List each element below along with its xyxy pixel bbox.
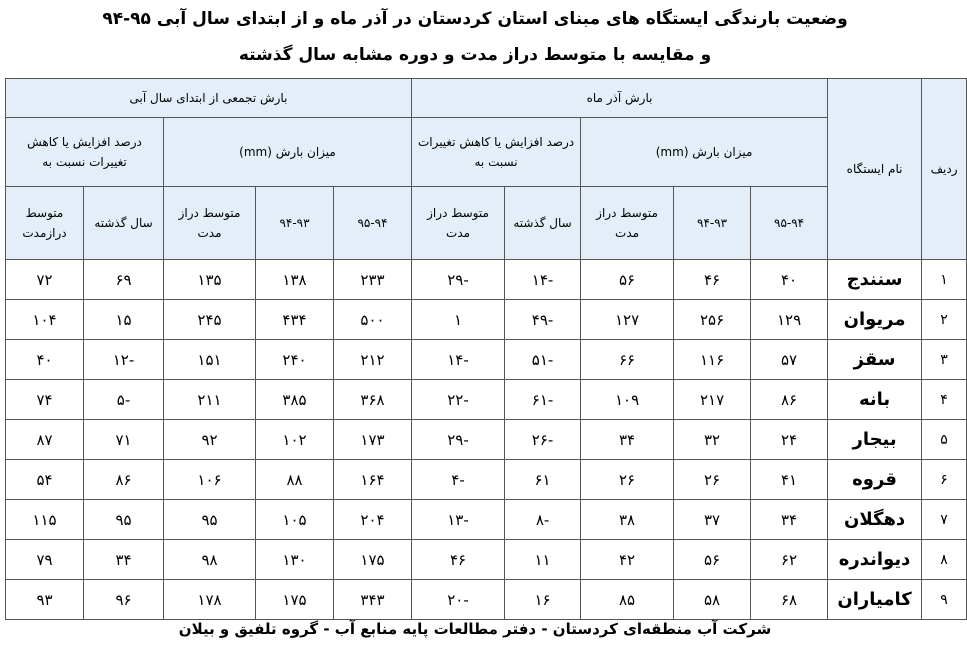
total-9495-header: ۹۵-۹۴ [334, 187, 412, 260]
row-number: ۲ [922, 300, 967, 340]
row-number: ۶ [922, 460, 967, 500]
azar-longterm-value: ۶۶ [581, 340, 674, 380]
total-9394-value: ۴۳۴ [256, 300, 334, 340]
azar-longterm-value: ۳۸ [581, 500, 674, 540]
total-9394-value: ۱۰۵ [256, 500, 334, 540]
total-lastyear-pct-value: ۹۶ [84, 580, 164, 620]
azar-lastyear-pct-value: -۴۹ [505, 300, 581, 340]
total-lastyear-pct-value: ۹۵ [84, 500, 164, 540]
azar-lastyear-pct-value: ۱۶ [505, 580, 581, 620]
azar-longterm-header: متوسط دراز مدت [581, 187, 674, 260]
total-9495-value: ۱۷۵ [334, 540, 412, 580]
total-9495-value: ۵۰۰ [334, 300, 412, 340]
total-lastyear-pct-value: -۱۲ [84, 340, 164, 380]
table-row [6, 260, 967, 300]
total-longterm-value: ۱۳۵ [164, 260, 256, 300]
total-longterm-pct-value: ۷۲ [6, 260, 84, 300]
total-lastyear-pct-value: -۵ [84, 380, 164, 420]
total-lastyear-pct-value: ۱۵ [84, 300, 164, 340]
total-longterm-value: ۹۲ [164, 420, 256, 460]
total-9495-value: ۳۴۳ [334, 580, 412, 620]
azar-longterm-pct-value: -۲۰ [412, 580, 505, 620]
azar-longterm-value: ۳۴ [581, 420, 674, 460]
azar-longterm-pct-value: -۲۹ [412, 260, 505, 300]
total-9394-header: ۹۴-۹۳ [256, 187, 334, 260]
azar-9495-value: ۱۲۹ [751, 300, 828, 340]
total-longterm-pct-header: متوسط درازمدت [6, 187, 84, 260]
total-9394-value: ۱۳۸ [256, 260, 334, 300]
azar-longterm-pct-value: -۱۴ [412, 340, 505, 380]
rainfall-table [5, 78, 967, 620]
total-9495-value: ۱۷۳ [334, 420, 412, 460]
azar-longterm-pct-value: -۱۳ [412, 500, 505, 540]
row-number: ۵ [922, 420, 967, 460]
total-9394-value: ۲۴۰ [256, 340, 334, 380]
total-longterm-pct-value: ۷۴ [6, 380, 84, 420]
azar-9495-value: ۲۴ [751, 420, 828, 460]
azar-lastyear-pct-value: ۱۱ [505, 540, 581, 580]
azar-longterm-pct-value: -۲۹ [412, 420, 505, 460]
total-longterm-pct-value: ۹۳ [6, 580, 84, 620]
azar-amount-header: میزان بارش (mm) [581, 118, 828, 187]
azar-9394-value: ۱۱۶ [674, 340, 751, 380]
row-number: ۹ [922, 580, 967, 620]
azar-9394-value: ۲۱۷ [674, 380, 751, 420]
total-longterm-value: ۲۱۱ [164, 380, 256, 420]
total-longterm-value: ۲۴۵ [164, 300, 256, 340]
page-title: وضعیت بارندگی ایستگاه های مبنای استان کردستان در آذر ماه و از ابتدای سال آبی ۹۵-۹۴ [102, 9, 848, 29]
total-longterm-value: ۱۷۸ [164, 580, 256, 620]
azar-9394-value: ۳۷ [674, 500, 751, 540]
table-row [6, 580, 967, 620]
azar-9495-header: ۹۵-۹۴ [751, 187, 828, 260]
total-9495-value: ۳۶۸ [334, 380, 412, 420]
footer-credit: شرکت آب منطقه‌ای کردستان - دفتر مطالعات پایه منابع آب - گروه تلفیق و بیلان [178, 620, 772, 638]
station-name: کامیاران [828, 580, 922, 620]
azar-lastyear-pct-value: -۲۶ [505, 420, 581, 460]
azar-longterm-pct-value: -۴ [412, 460, 505, 500]
azar-9394-header: ۹۴-۹۳ [674, 187, 751, 260]
row-number: ۴ [922, 380, 967, 420]
azar-longterm-value: ۱۲۷ [581, 300, 674, 340]
table-row [6, 300, 967, 340]
azar-longterm-pct-value: -۲۲ [412, 380, 505, 420]
azar-9495-value: ۴۱ [751, 460, 828, 500]
row-number: ۷ [922, 500, 967, 540]
total-9495-value: ۲۰۴ [334, 500, 412, 540]
table-row [6, 500, 967, 540]
azar-9394-value: ۲۶ [674, 460, 751, 500]
total-longterm-pct-value: ۱۱۵ [6, 500, 84, 540]
azar-longterm-pct-value: ۴۶ [412, 540, 505, 580]
group-azar-rainfall: بارش آذر ماه [412, 79, 828, 118]
total-9495-value: ۲۱۲ [334, 340, 412, 380]
total-9394-value: ۳۸۵ [256, 380, 334, 420]
total-9394-value: ۸۸ [256, 460, 334, 500]
table-row [6, 380, 967, 420]
azar-longterm-value: ۵۶ [581, 260, 674, 300]
azar-longterm-value: ۱۰۹ [581, 380, 674, 420]
total-lastyear-pct-header: سال گذشته [84, 187, 164, 260]
total-longterm-value: ۹۵ [164, 500, 256, 540]
col-row-number: ردیف [922, 79, 967, 260]
azar-longterm-pct-value: ۱ [412, 300, 505, 340]
total-9394-value: ۱۰۲ [256, 420, 334, 460]
total-9394-value: ۱۳۰ [256, 540, 334, 580]
page-subtitle: و مقایسه با متوسط دراز مدت و دوره مشابه سال گذشته [238, 45, 712, 65]
azar-lastyear-pct-value: -۱۴ [505, 260, 581, 300]
station-name: دیواندره [828, 540, 922, 580]
row-number: ۸ [922, 540, 967, 580]
group-cumulative-rainfall: بارش تجمعی از ابتدای سال آبی [6, 79, 412, 118]
azar-lastyear-pct-value: -۵۱ [505, 340, 581, 380]
azar-longterm-value: ۲۶ [581, 460, 674, 500]
total-longterm-value: ۱۰۶ [164, 460, 256, 500]
azar-9495-value: ۴۰ [751, 260, 828, 300]
total-lastyear-pct-value: ۷۱ [84, 420, 164, 460]
azar-9394-value: ۵۸ [674, 580, 751, 620]
azar-9495-value: ۳۴ [751, 500, 828, 540]
total-longterm-pct-value: ۱۰۴ [6, 300, 84, 340]
station-name: مریوان [828, 300, 922, 340]
total-amount-header: میزان بارش (mm) [164, 118, 412, 187]
total-lastyear-pct-value: ۶۹ [84, 260, 164, 300]
total-longterm-header: متوسط دراز مدت [164, 187, 256, 260]
azar-lastyear-pct-value: ۶۱ [505, 460, 581, 500]
total-change-header: درصد افزایش یا کاهش تغییرات نسبت به [6, 118, 164, 187]
total-lastyear-pct-value: ۳۴ [84, 540, 164, 580]
station-name: بانه [828, 380, 922, 420]
azar-change-header: درصد افزایش یا کاهش تغییرات نسبت به [412, 118, 581, 187]
azar-9394-value: ۵۶ [674, 540, 751, 580]
table-row [6, 460, 967, 500]
azar-lastyear-pct-value: -۶۱ [505, 380, 581, 420]
row-number: ۱ [922, 260, 967, 300]
azar-9495-value: ۵۷ [751, 340, 828, 380]
azar-lastyear-pct-header: سال گذشته [505, 187, 581, 260]
total-9495-value: ۲۳۳ [334, 260, 412, 300]
total-longterm-pct-value: ۵۴ [6, 460, 84, 500]
azar-lastyear-pct-value: -۸ [505, 500, 581, 540]
station-name: بیجار [828, 420, 922, 460]
col-station-name: نام ایستگاه [828, 79, 922, 260]
station-name: دهگلان [828, 500, 922, 540]
azar-9495-value: ۶۲ [751, 540, 828, 580]
total-9495-value: ۱۶۴ [334, 460, 412, 500]
azar-longterm-value: ۴۲ [581, 540, 674, 580]
station-name: سنندج [828, 260, 922, 300]
total-longterm-pct-value: ۴۰ [6, 340, 84, 380]
azar-9495-value: ۸۶ [751, 380, 828, 420]
station-name: سقز [828, 340, 922, 380]
station-name: قروه [828, 460, 922, 500]
azar-longterm-pct-header: متوسط دراز مدت [412, 187, 505, 260]
azar-9394-value: ۳۲ [674, 420, 751, 460]
total-lastyear-pct-value: ۸۶ [84, 460, 164, 500]
azar-9394-value: ۲۵۶ [674, 300, 751, 340]
table-row [6, 340, 967, 380]
row-number: ۳ [922, 340, 967, 380]
total-longterm-value: ۱۵۱ [164, 340, 256, 380]
table-row [6, 420, 967, 460]
total-longterm-value: ۹۸ [164, 540, 256, 580]
total-longterm-pct-value: ۷۹ [6, 540, 84, 580]
table-row [6, 540, 967, 580]
azar-9394-value: ۴۶ [674, 260, 751, 300]
azar-longterm-value: ۸۵ [581, 580, 674, 620]
azar-9495-value: ۶۸ [751, 580, 828, 620]
total-9394-value: ۱۷۵ [256, 580, 334, 620]
total-longterm-pct-value: ۸۷ [6, 420, 84, 460]
